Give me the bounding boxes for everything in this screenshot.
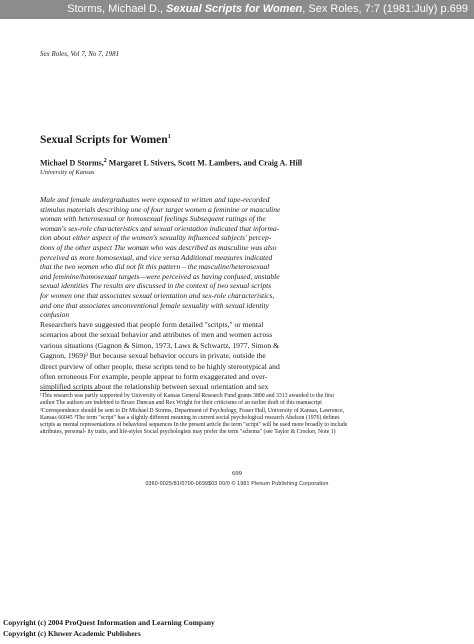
- body-line: Gagnon, 1969)³ But because sexual behavior occurs in private, outside the: [40, 351, 266, 361]
- body-line: often erroneous For example, people appear to form exaggerated and over-: [40, 372, 268, 382]
- footnote-line: present article the term "script" will be used more broadly to include attributes, personal-: [40, 422, 348, 436]
- footnote-line: Fraser Hall, University of Kansas, Lawrence, Kansas 66045: [40, 407, 345, 421]
- abstract: [40, 195, 432, 320]
- abstract-line: that the two women who did not fit this pattern – the masculine/heterosexual: [40, 262, 270, 272]
- footnote-line: Abelson (1976) defines scripts as mental representations of behavioral sequences In the: [40, 414, 340, 429]
- banner-suffix: , Sex Roles, 7:7 (1981:July) p.699: [302, 3, 468, 15]
- abstract-line: Male and female undergraduates were exposed to written and tape-recorded: [40, 195, 270, 204]
- footnote-line: ²Correspondence should be sent to Dr Michael D Storms, Department of Psychology,: [40, 407, 238, 414]
- article-title-text: Sexual Scripts for Women: [40, 134, 168, 146]
- author-list: [40, 158, 302, 168]
- body-line: simplified scripts about the relationship between sexual orientation and sex: [40, 382, 269, 392]
- abstract-line: sexual identities The results are discussed in the context of two sexual scripts: [40, 281, 272, 291]
- abstract-line: and one that associates unconventional female sexuality with sexual identity: [40, 300, 269, 310]
- body-line: scenarios about the sexual behavior and attributes of men and women across: [40, 330, 273, 340]
- footnote-line: ¹This research was partly supported by University of Kansas General Research Fund grants: [40, 393, 252, 399]
- journal-reference: Sex Roles, Vol 7, No 7, 1981: [40, 50, 120, 58]
- copyright-notice: [3, 618, 215, 639]
- banner-article-title: Sexual Scripts for Women: [166, 3, 303, 15]
- other-authors: Margaret L Stivers, Scott M. Lambers, and Craig A. Hill: [106, 158, 303, 168]
- article-title: [40, 134, 171, 146]
- body-line: various situations (Gagnon & Simon, 1973, Laws & Schwartz, 1977, Simon &: [40, 340, 279, 350]
- footnote-divider: [40, 390, 102, 391]
- abstract-line: for women one that associates sexual orientation and sex-role characteristics,: [40, 290, 275, 300]
- footnote-line: & Crocker, Note 1): [290, 429, 336, 436]
- abstract-line: woman's sex-role characteristics and sexual orientation indicated that informa-: [40, 223, 280, 233]
- abstract-line: confusion: [40, 310, 70, 320]
- page-number: 699: [232, 470, 242, 477]
- title-footnote-marker: 1: [167, 134, 171, 141]
- abstract-line: tions of the other aspect The woman who was described as masculine was also: [40, 242, 277, 252]
- footnote-line: ity traits, and life-styles Social psychologists may prefer the term "schema" (see Taylor: [87, 429, 290, 436]
- issn-line: 0360-0025/81/0700-0699$03 00/0 © 1981 Plenum Publishing Corporation: [145, 481, 329, 487]
- citation-banner: [0, 0, 474, 19]
- copyright-line: Copyright (c) Kluwer Academic Publishers: [3, 628, 141, 638]
- abstract-line: woman with heterosexual or homosexual feelings Subsequent ratings of the: [40, 214, 266, 224]
- affiliation: University of Kansas: [40, 169, 95, 176]
- abstract-line: stimulus materials describing one of four target women a feminine or masculine: [40, 204, 281, 214]
- body-line: Researchers have suggested that people form detailed "scripts," or mental: [40, 320, 264, 329]
- first-author: Michael D Storms,: [40, 158, 104, 168]
- abstract-line: and feminine/homosexual targets—were perceived as having confused, unstable: [40, 271, 280, 281]
- footnote-line: ³The term "script" has a slightly different meaning in current social psychological research: [74, 414, 284, 421]
- footnote-line: Rex Wright for their criticisms of an earlier draft of this manuscript: [165, 400, 322, 407]
- author-footnote-marker: 2: [103, 158, 107, 164]
- footnotes: [40, 393, 350, 437]
- footnote-line: 3800 and 3313 awarded to the first author The authors are indebted to Bruce Duncan and: [40, 393, 334, 407]
- abstract-line: perceived as more homosexual, and vice versa Additional measures indicated: [40, 252, 273, 262]
- banner-prefix: Storms, Michael D.,: [67, 3, 167, 15]
- body-line: direct purview of other people, these scripts tend to be highly stereotypical and: [40, 361, 280, 371]
- body-paragraph: [40, 320, 435, 393]
- abstract-line: tion about either aspect of the women's sexuality influenced subjects' percep-: [40, 233, 272, 243]
- copyright-line: Copyright (c) 2004 ProQuest Information and Learning Company: [3, 618, 215, 627]
